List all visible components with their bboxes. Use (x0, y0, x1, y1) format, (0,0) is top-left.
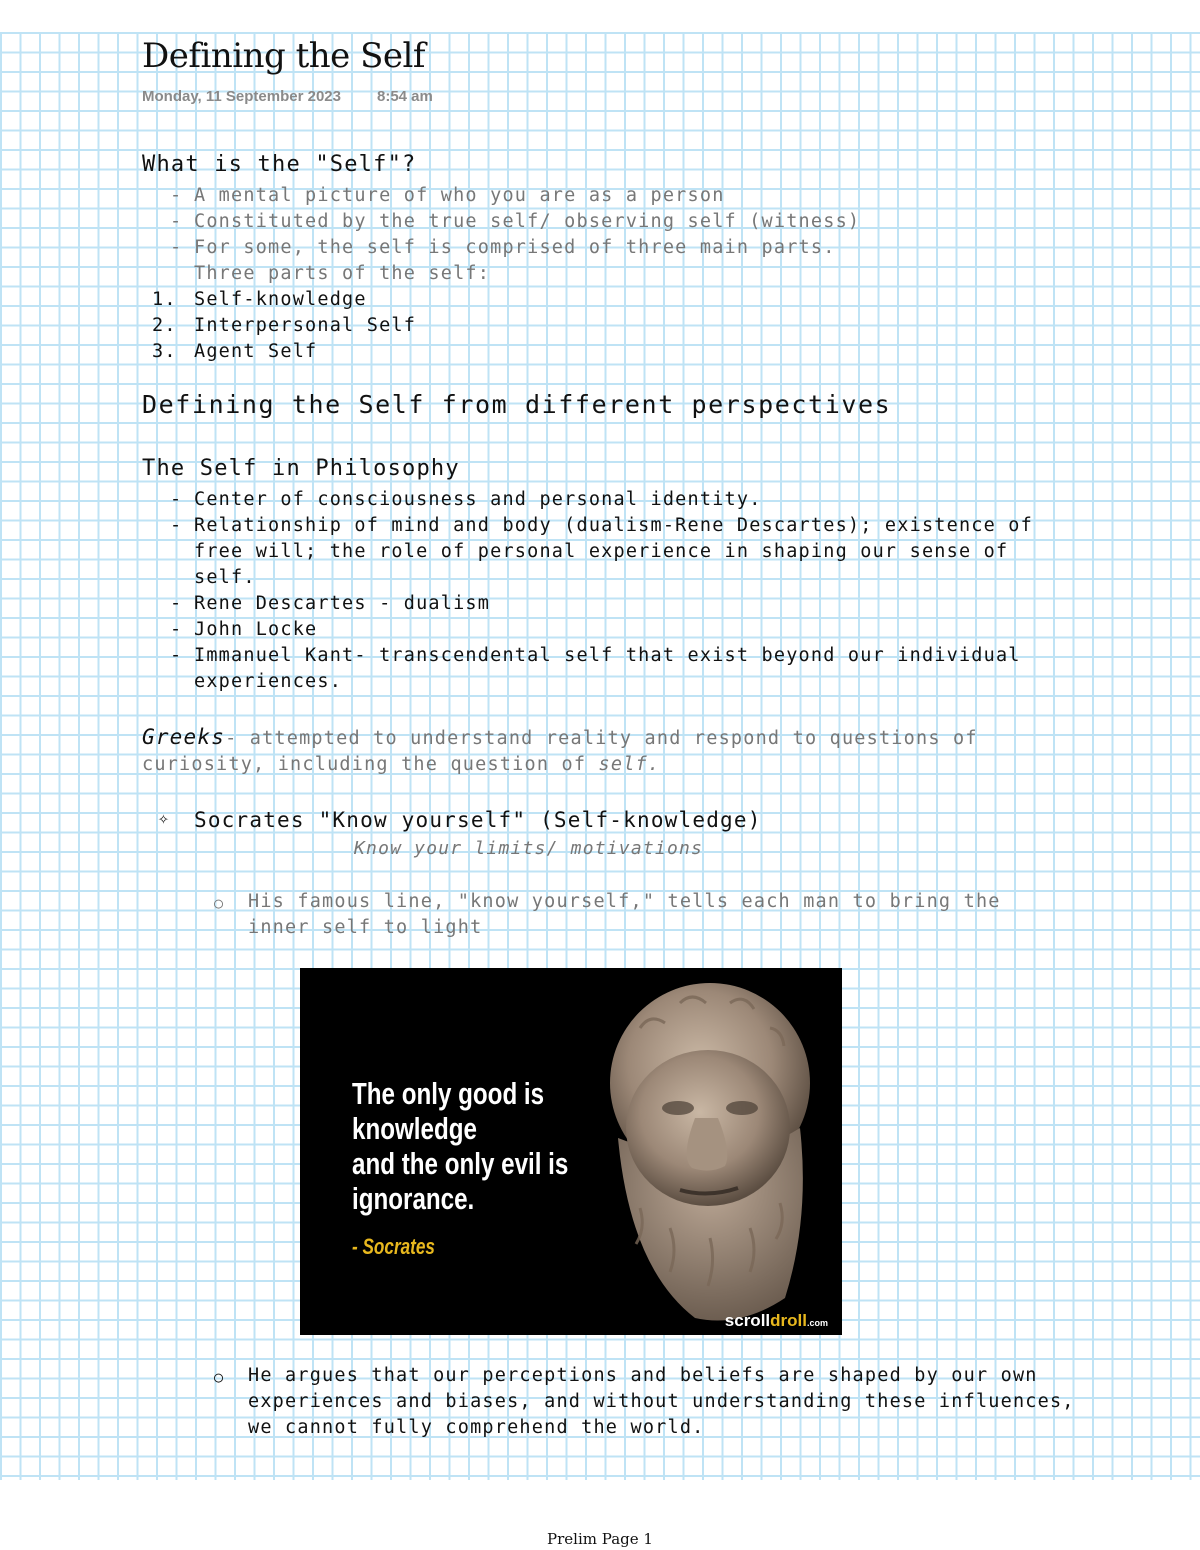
section-what-is-self-list (142, 183, 860, 287)
quote-attribution: - Socrates (352, 1234, 435, 1259)
philosophy-list (142, 487, 1033, 695)
greeks-label: Greeks (142, 725, 226, 749)
list-item: ○ His famous line, "know yourself," tells each man to bring the inner self to light (142, 889, 1001, 941)
socrates-point-2 (142, 1363, 1075, 1441)
list-item: - Center of consciousness and personal identity. (142, 487, 1033, 513)
list-item: - A mental picture of who you are as a person (142, 183, 860, 209)
section-perspectives-heading: Defining the Self from different perspectives (142, 390, 892, 419)
list-item: - For some, the self is comprised of three main parts. (142, 235, 860, 261)
page-title: Defining the Self (142, 36, 425, 76)
list-item: ○ He argues that our perceptions and beliefs are shaped by our own experiences and biases, and without understanding these influences, we cannot fully comprehend the world. (142, 1363, 1075, 1441)
image-watermark: scrolldroll.com (724, 1311, 828, 1330)
page-date: Monday, 11 September 2023 (142, 88, 341, 105)
socrates-quote-image (300, 968, 842, 1335)
greeks-paragraph: Greeks- attempted to understand reality and respond to questions of curiosity, including the question of self. (142, 725, 978, 775)
three-parts-label: Three parts of the self: (194, 263, 491, 284)
four-point-star-icon: ✧ (158, 808, 169, 829)
list-item: - John Locke (142, 617, 1033, 643)
philosophy-heading: The Self in Philosophy (142, 456, 460, 481)
page-datetime (142, 88, 433, 105)
three-parts-list (142, 287, 416, 365)
quote-text: The only good is knowledge and the only evil is ignorance. (352, 1076, 569, 1216)
page-footer: Prelim Page 1 (547, 1530, 653, 1548)
socrates-heading: Socrates "Know yourself" (Self-knowledge) (194, 808, 762, 832)
socrates-subtitle: Know your limits/ motivations (354, 838, 704, 859)
list-item: 3. Agent Self (152, 341, 318, 362)
list-item: 1. Self-knowledge (152, 289, 367, 310)
list-item: 2. Interpersonal Self (152, 315, 417, 336)
list-item: - Immanuel Kant- transcendental self that exist beyond our individual experiences. (142, 643, 1033, 695)
list-item: - Rene Descartes - dualism (142, 591, 1033, 617)
socrates-point-1 (142, 889, 1001, 941)
section-what-is-self-heading: What is the "Self"? (142, 152, 417, 177)
list-item: - Relationship of mind and body (dualism-Rene Descartes); existence of free will; the role of personal experience in shaping our sense of self. (142, 513, 1033, 591)
list-item: - Constituted by the true self/ observing self (witness) (142, 209, 860, 235)
page-time: 8:54 am (376, 88, 433, 105)
